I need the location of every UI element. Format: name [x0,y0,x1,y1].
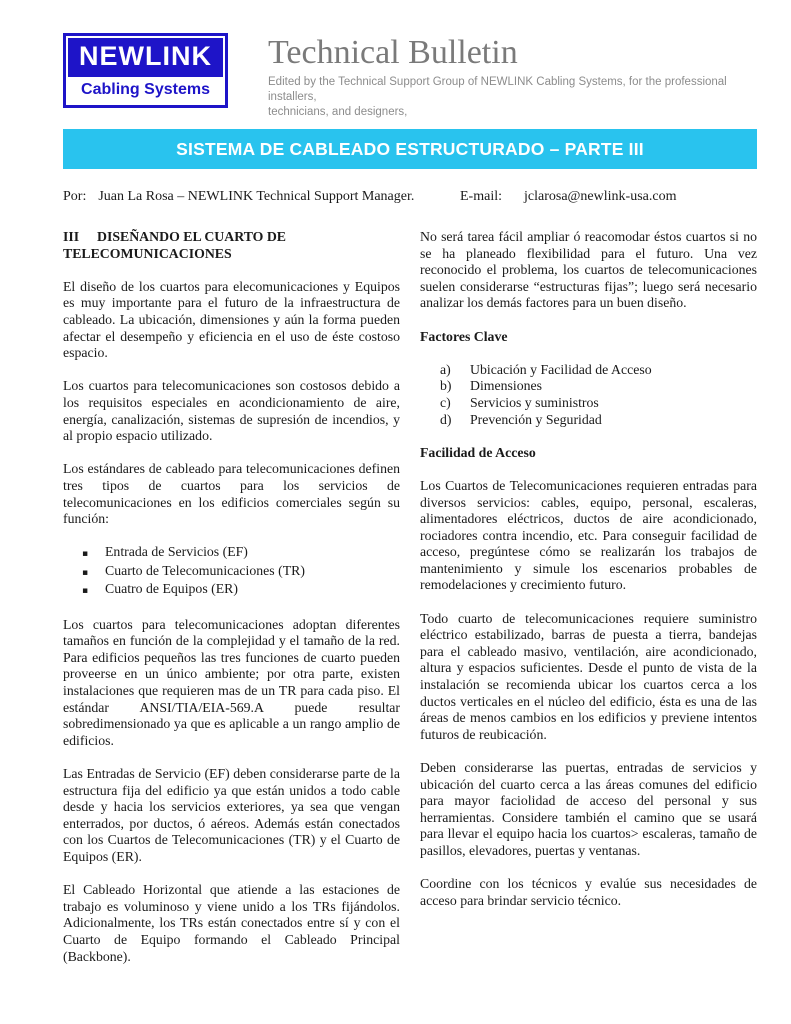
heading-line-2: TELECOMUNICACIONES [63,245,232,261]
section-heading-iii [63,229,400,262]
paragraph: Los cuartos para telecomunicaciones son costosos debido a los requisitos especiales en acondicionamiento de aire, energía, canalización, sistemas de supresión de incendios, y al propio espacio utilizado. [63,378,400,444]
newlink-logo [63,33,228,108]
byline [63,189,757,207]
list-marker: d) [440,411,452,427]
paragraph: Deben considerarse las puertas, entradas de servicios y ubicación del cuarto cerca a las áreas comunes del edificio para mayor faciolidad de acceso del personal y sus herramientas. Considere también el camino que se usará para llevar el equipo hacia los cuartos> escaleras, tamaño de pasillos, elevadores, puertas y ventanas. [420,760,757,858]
room-types-list [63,544,400,600]
author-name: Juan La Rosa – NEWLINK Technical Support Manager. [98,189,415,204]
paragraph: No será tarea fácil ampliar ó reacomodar éstos cuartos si no se ha planeado flexibilidad para el futuro. Una vez reconocido el problema, los cuartos de telecomunicaciones suelen considerarse “estructuras fijas”; luego será necesario analizar los demás factores para un buen diseño. [420,229,757,311]
key-factors-list [420,362,757,428]
author-label: Por: [63,189,87,204]
bullet-icon: ▪ [82,567,89,578]
list-item-text: Dimensiones [470,378,543,394]
right-column [420,229,757,965]
paragraph: Las Entradas de Servicio (EF) deben considerarse parte de la estructura fija del edificio ya que están unidos a todo cable desde y hacia los servicios exteriores, ya sea que vengan enterrados, por ductos, ó aéreos. Además están conectados con los Cuartos de Telecomunicaciones (TR) y el Cuarto de Equipos (ER). [63,766,400,864]
document-title: Technical Bulletin [268,34,518,71]
list-item [63,581,400,600]
email-label: E-mail: [460,189,502,204]
left-column [63,229,400,965]
list-item [420,412,757,429]
list-item [63,563,400,582]
section-heading-factores-clave: Factores Clave [420,328,508,344]
list-item-text: Cuarto de Telecomunicaciones (TR) [105,562,305,578]
list-marker: a) [440,361,451,377]
article-body [63,229,757,965]
document-subtitle [268,75,757,120]
heading-line-1 [63,229,400,246]
section-banner [63,129,757,169]
subtitle-line-2: technicians, and designers, [268,106,408,118]
list-marker: b) [440,378,452,394]
list-item [63,544,400,563]
paragraph: Los Cuartos de Telecomunicaciones requieren entradas para diversos servicios: cables, equipo, personal, escaleras, alimentadores eléctricos, ductos de aire acondicionado, rociadores contra incendio, etc. Para conseguir facilidad de acceso, pregúntese cómo se realizarán los trabajos de mantenimiento y simule los escenarios probables de remodelaciones y crecimiento futuro. [420,477,757,593]
header [63,33,757,120]
list-marker: c) [440,394,451,410]
list-item-text: Ubicación y Facilidad de Acceso [470,361,652,377]
logo-tagline: Cabling Systems [68,74,223,103]
paragraph: El Cableado Horizontal que atiende a las estaciones de trabajo es voluminoso y viene unido a los TRs fijándolos. Adicionalmente, los TRs están conectados entre sí y con el Cuarto de Equipo formando el Cableado Principal (Backbone). [63,882,400,964]
list-item-text: Entrada de Servicios (EF) [105,544,248,560]
bullet-icon: ▪ [82,549,89,560]
list-item [420,378,757,395]
email-block [460,189,676,205]
list-item [420,395,757,412]
paragraph: El diseño de los cuartos para elecomunicaciones y Equipos es muy importante para el futuro de la infraestructura de cableado. La ubicación, dimensiones y aún la forma pueden afectar el desempeño y eficiencia en el uso de éste costoso espacio. [63,278,400,361]
list-item-text: Prevención y Seguridad [470,411,602,427]
paragraph: Coordine con los técnicos y evalúe sus necesidades de acceso para brindar servicio técnico. [420,876,757,908]
section-heading-facilidad-de-acceso: Facilidad de Acceso [420,444,536,460]
subtitle-line-1: Edited by the Technical Support Group of NEWLINK Cabling Systems, for the professional installers, [268,76,727,103]
list-item-text: Servicios y suministros [470,394,599,410]
bullet-icon: ▪ [82,586,89,597]
paragraph: Todo cuarto de telecomunicaciones requiere suministro eléctrico estabilizado, barras de puesta a tierra, bandejas para el cableado masivo, ventilación, aire acondicionado, altura y espacios suficientes. Desde el punto de vista de la instalación se recomienda ubicar los cuartos cerca a los ductos verticales en el núcleo del edificio, ésta es una de las áreas de menos cambios en los edificios y previene intentos futuros de reubicación. [420,610,757,742]
banner-title: SISTEMA DE CABLEADO ESTRUCTURADO – PARTE III [176,138,644,159]
email-address: jclarosa@newlink-usa.com [524,189,677,204]
list-item-text: Cuatro de Equipos (ER) [105,581,238,597]
paragraph: Los cuartos para telecomunicaciones adoptan diferentes tamaños en función de la complejidad y el tamaño de la red. Para edificios pequeños las tres funciones de cuarto pueden proveerse en un único ambiente; por otra parte, existen instalaciones que requieren mas de un TR para cada piso. El estándar ANSI/TIA/EIA-569.A puede resultar sobredimensionado ya que es aplicable a un rango amplio de edificios. [63,616,400,748]
paragraph: Los estándares de cableado para telecomunicaciones definen tres tipos de cuartos para los servicios de telecomunicaciones en los edificios comerciales según su función: [63,461,400,527]
heading-numeral: III [63,229,80,244]
list-item [420,362,757,379]
logo-wordmark: NEWLINK [68,38,223,74]
masthead [268,33,757,120]
heading-text: DISEÑANDO EL CUARTO DE [97,229,287,244]
